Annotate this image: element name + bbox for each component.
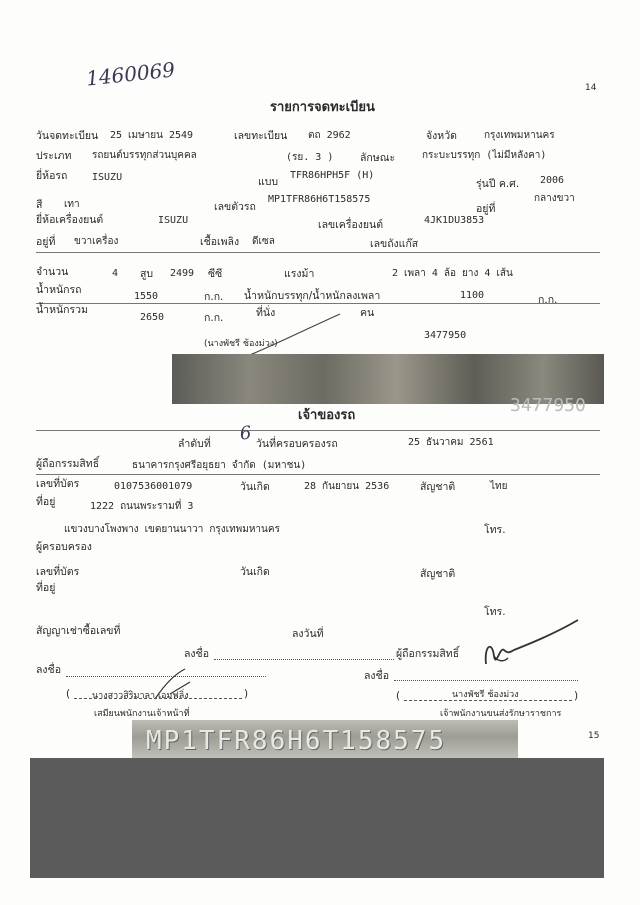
fuel-label: เชื้อเพลิง xyxy=(200,236,240,248)
possessor-address-label: ที่อยู่ xyxy=(36,582,56,594)
engine-location-value: ขวาเครื่อง xyxy=(74,236,119,247)
owner-tel-label: โทร. xyxy=(484,524,506,536)
quantity-value: 4 xyxy=(112,268,119,279)
clerk-role: เสมียนพนักงานเจ้าหน้าที่ xyxy=(94,709,190,719)
owner-address-line2: แขวงบางโพงพาง เขตยานนาวา กรุงเทพมหานคร xyxy=(64,524,280,535)
province-label: จังหวัด xyxy=(426,130,457,142)
signature-line xyxy=(394,680,578,681)
possess-date-label: วันที่ครอบครองรถ xyxy=(256,438,338,450)
total-weight-value: 2650 xyxy=(140,312,165,323)
officer-signature-name: นางพัชรี ช้องม่วง xyxy=(452,690,519,700)
reference-number: 3477950 xyxy=(424,330,467,341)
weight-label: น้ำหนักรถ xyxy=(36,284,82,296)
possessor-nationality-label: สัญชาติ xyxy=(420,568,456,580)
owner-birth-label: วันเกิด xyxy=(240,481,270,493)
sign-label-right: ลงชื่อ xyxy=(364,670,389,682)
engine-brand-label: ยี่ห้อเครื่องยนต์ xyxy=(36,214,104,226)
cc-label: ซีซี xyxy=(208,268,223,280)
chassis-label: เลขตัวรถ xyxy=(214,201,256,213)
cylinder-label: สูบ xyxy=(140,268,154,280)
holder-value: ธนาคารกรุงศรีอยุธยา จำกัด (มหาชน) xyxy=(132,460,307,471)
owner-nationality-value: ไทย xyxy=(490,481,508,492)
load-value: 1100 xyxy=(460,290,485,301)
reg-date-label: วันจดทะเบียน xyxy=(36,130,99,142)
plate-label: เลขทะเบียน xyxy=(234,130,288,142)
total-weight-label: น้ำหนักรวม xyxy=(36,304,88,316)
clerk-name: นางสาวสิริมาลา เอมฟลิ่ง xyxy=(92,691,189,701)
engine-brand-value: ISUZU xyxy=(158,215,189,226)
sign-label-left: ลงชื่อ xyxy=(36,664,61,676)
possessor-id-label: เลขที่บัตร xyxy=(36,566,80,578)
divider xyxy=(36,252,600,253)
officer-role: เจ้าพนักงานขนส่งรักษาราชการ xyxy=(440,709,562,719)
chassis-location-label: อยู่ที่ xyxy=(476,203,496,215)
vehicle-type-label: ประเภท xyxy=(36,150,72,162)
page-number-bottom: 15 xyxy=(588,731,600,741)
owner-nationality-label: สัญชาติ xyxy=(420,481,456,493)
brand-value: ISUZU xyxy=(92,172,123,183)
possessor-tel-label: โทร. xyxy=(484,606,506,618)
chassis-value: MP1TFR86H6T158575 xyxy=(268,194,371,205)
chassis-rubbing-text: MP1TFR86H6T158575 xyxy=(146,726,447,756)
divider xyxy=(36,303,600,304)
rs-code: (รย. 3 ) xyxy=(286,152,334,163)
holder-label: ผู้ถือกรรมสิทธิ์ xyxy=(36,458,100,470)
possessor-label: ผู้ครอบครอง xyxy=(36,541,92,553)
page-number-top: 14 xyxy=(585,83,597,93)
officer-name: (นางพัชรี ช้องม่วง) xyxy=(204,339,278,349)
year-value: 2006 xyxy=(540,175,565,186)
owner-address-line1: 1222 ถนนพระรามที่ 3 xyxy=(90,501,194,512)
year-label: รุ่นปี ค.ศ. xyxy=(476,178,520,190)
owner-address-label: ที่อยู่ xyxy=(36,496,56,508)
seat-label: ที่นั่ง xyxy=(256,307,276,319)
total-weight-unit: ก.ก. xyxy=(204,312,224,324)
model-label: แบบ xyxy=(258,176,279,188)
load-unit: ก.ก. xyxy=(538,294,558,306)
plate-value: ตถ 2962 xyxy=(308,130,351,141)
seat-unit: คน xyxy=(360,307,375,319)
sign-label-top: ลงชื่อ xyxy=(184,648,209,660)
contract-date-label: ลงวันที่ xyxy=(292,628,324,640)
order-value: 6 xyxy=(238,422,253,445)
characteristic-label: ลักษณะ xyxy=(360,152,396,164)
engine-number-label: เลขเครื่องยนต์ xyxy=(318,219,384,231)
load-label: น้ำหนักบรรทุก/น้ำหนักลงเพลา xyxy=(244,290,381,302)
faded-stamp-digits: 3477950 xyxy=(510,395,586,416)
characteristic-value: กระบะบรรทุก (ไม่มีหลังคา) xyxy=(422,150,547,161)
holder-signature xyxy=(474,616,584,676)
reg-date-value: 25 เมษายน 2549 xyxy=(110,130,194,141)
order-label: ลำดับที่ xyxy=(178,438,211,450)
brand-label: ยี่ห้อรถ xyxy=(36,170,68,182)
weight-unit: ก.ก. xyxy=(204,291,224,303)
weight-value: 1550 xyxy=(134,291,159,302)
owner-id-value: 0107536001079 xyxy=(114,481,193,492)
axle-value: 2 เพลา 4 ล้อ ยาง 4 เส้น xyxy=(392,268,513,279)
owner-sign-label: ผู้ถือกรรมสิทธิ์ xyxy=(396,648,460,660)
color-label: สี xyxy=(36,199,43,211)
possessor-birth-label: วันเกิด xyxy=(240,566,270,578)
redacted-area xyxy=(30,758,604,878)
engine-number-value: 4JK1DU3853 xyxy=(424,215,485,226)
horsepower-label: แรงม้า xyxy=(284,268,315,280)
divider xyxy=(36,430,600,431)
province-value: กรุงเทพมหานคร xyxy=(484,130,555,141)
handwritten-file-number: 1460069 xyxy=(84,57,177,91)
owner-title: เจ้าของรถ xyxy=(298,408,356,423)
possess-date-value: 25 ธันวาคม 2561 xyxy=(408,437,494,448)
divider xyxy=(36,474,600,475)
quantity-label: จำนวน xyxy=(36,266,69,278)
contract-label: สัญญาเช่าซื้อเลขที่ xyxy=(36,625,121,637)
vehicle-type-value: รถยนต์บรรทุกส่วนบุคคล xyxy=(92,150,197,161)
registration-title: รายการจดทะเบียน xyxy=(270,100,375,115)
chassis-location-value: กลางขวา xyxy=(534,193,575,204)
model-value: TFR86HPH5F (H) xyxy=(290,170,375,181)
cc-value: 2499 xyxy=(170,268,195,279)
fuel-value: ดีเซล xyxy=(252,236,275,247)
gas-tank-label: เลขถังแก๊ส xyxy=(370,238,419,250)
owner-id-label: เลขที่บัตร xyxy=(36,478,80,490)
owner-birth-value: 28 กันยายน 2536 xyxy=(304,481,390,492)
signature-line xyxy=(214,659,394,660)
color-value: เทา xyxy=(64,199,80,210)
engine-location-label: อยู่ที่ xyxy=(36,236,56,248)
